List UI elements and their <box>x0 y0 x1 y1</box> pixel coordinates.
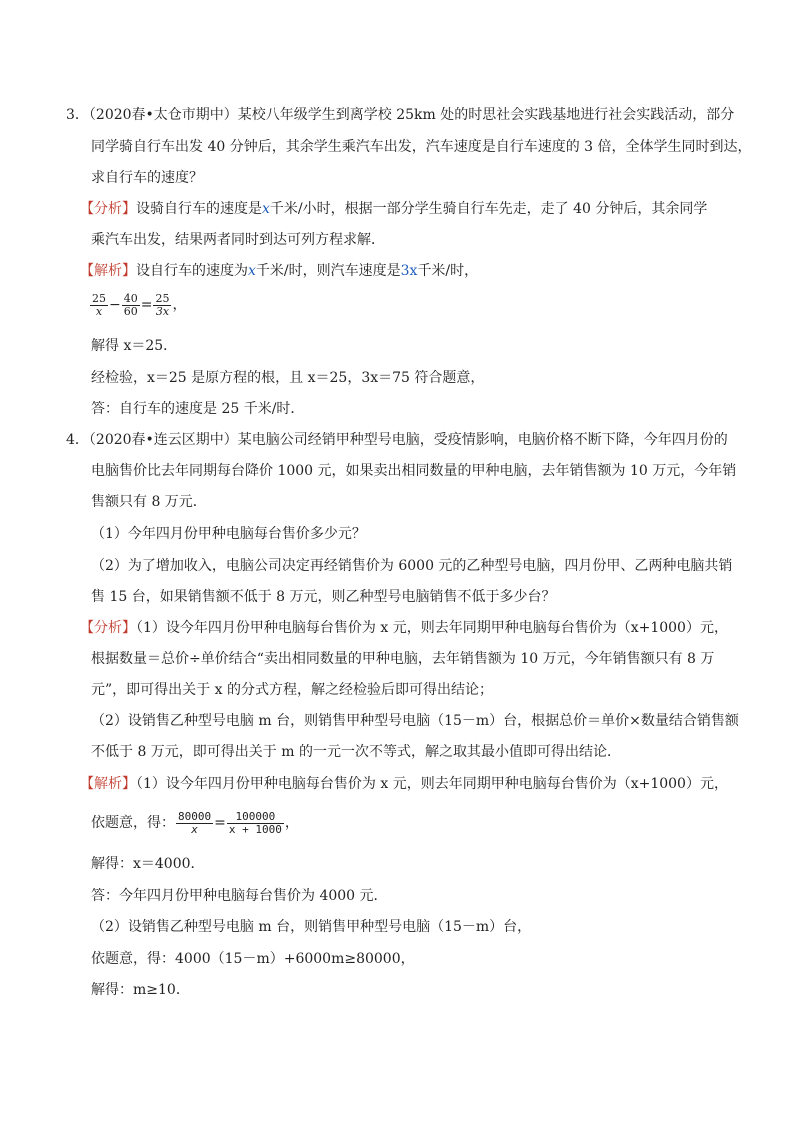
q4-eq-fraction-2 <box>227 811 284 836</box>
q4-solution-text-1: （1）设今年四月份甲种电脑每台售价为 x 元，则去年同期甲种电脑每台售价为（x+1000）元， <box>136 776 728 792</box>
q4-analysis-text-1: （1）设今年四月份甲种电脑每台售价为 x 元，则去年同期甲种电脑每台售价为（x+1000）元， <box>136 620 728 636</box>
q3-solution-line-1 <box>80 261 478 281</box>
q3-solve-line: 解得 x＝25． <box>91 338 178 354</box>
q3-solution-tag: 【解析】 <box>80 263 136 279</box>
q3-eq-f2-num: 40 <box>123 291 138 305</box>
q3-eq-f1-num: 25 <box>92 291 106 305</box>
q3-solution-var-3x: 3x <box>400 263 418 279</box>
q4-eq-tail: ， <box>284 815 299 831</box>
q3-eq-f1-den: x <box>95 304 103 318</box>
q4-solve-line-1: 解得：x＝4000． <box>91 856 205 872</box>
q4-analysis-line-3: 元”，即可得出关于 x 的分式方程，解之经检验后即可得出结论； <box>91 682 493 698</box>
q3-eq-minus: − <box>109 297 121 313</box>
q3-eq-f2-den: 60 <box>123 304 138 318</box>
q3-analysis-line-2: 乘汽车出发，结果两者同时到达可列方程求解． <box>91 232 385 248</box>
q4-eq-equals: = <box>214 815 226 831</box>
q3-analysis-tag: 【分析】 <box>80 201 136 217</box>
q4-analysis-line-1 <box>80 618 728 638</box>
q4-eq-fraction-1 <box>176 811 213 836</box>
q3-check-line: 经检验，x＝25 是原方程的根，且 x＝25，3x＝75 符合题意， <box>91 370 485 386</box>
q3-answer-line: 答：自行车的速度是 25 千米/时． <box>91 401 305 417</box>
q4-analysis-line-5: 不低于 8 万元，即可得出关于 m 的一元一次不等式，解之取其最小值即可得出结论． <box>91 744 621 760</box>
q4-eq-f1-den: x <box>191 822 198 836</box>
q3-eq-equals: = <box>140 297 153 313</box>
q4-solution-2-line-2: 依题意，得：4000（15－m）+6000m≥80000， <box>91 951 415 967</box>
q3-stem-line-2: 同学骑自行车出发 40 分钟后，其余学生乘汽车出发，汽车速度是自行车速度的 3 倍，全体学生同时到达， <box>91 139 752 155</box>
q3-eq-f3-den: 3x <box>155 304 170 318</box>
q3-eq-fraction-1 <box>90 293 108 318</box>
q3-equation <box>89 287 186 323</box>
q4-sub-question-2-line-1: （2）为了增加收入，电脑公司决定再经销售价为 6000 元的乙种型号电脑，四月份甲、乙两种电脑共销 <box>91 558 733 574</box>
q4-answer-line-1: 答：今年四月份甲种电脑每台售价为 4000 元． <box>91 888 388 904</box>
q4-stem-line-2: 电脑售价比去年同期每台降价 1000 元，如果卖出相同数量的甲种电脑，去年销售额为 10 万元，今年销 <box>91 463 737 479</box>
q4-analysis-line-2: 根据数量＝总价÷单价结合“卖出相同数量的甲种电脑，去年销售额为 10 万元，今年销售额只有 8 万 <box>91 651 715 667</box>
q4-solution-line-1 <box>80 774 728 794</box>
q4-solution-2-line-3: 解得：m≥10． <box>91 982 190 998</box>
q4-sub-question-1: （1）今年四月份甲种电脑每台售价多少元？ <box>91 526 366 542</box>
q4-sub-question-2-line-2: 售 15 台，如果销售额不低于 8 万元，则乙种型号电脑销售不低于多少台？ <box>91 589 556 605</box>
q4-eq-f2-den: x + 1000 <box>228 822 282 836</box>
q4-eq-prefix: 依题意，得： <box>91 815 175 831</box>
q3-eq-f3-num: 25 <box>155 291 170 305</box>
q4-analysis-line-4: （2）设销售乙种型号电脑 m 台，则销售甲种型号电脑（15－m）台，根据总价＝单价×数量结合销售额 <box>91 713 739 729</box>
q3-solution-text-b: 千米/时，则汽车速度是 <box>255 263 401 279</box>
q4-stem-line-1: 4．（2020春•连云区期中）某电脑公司经销甲种型号电脑，受疫情影响，电脑价格不断下降，今年四月份的 <box>66 432 728 448</box>
q3-eq-tail: ， <box>172 297 187 313</box>
q4-solution-2-line-1: （2）设销售乙种型号电脑 m 台，则销售甲种型号电脑（15－m）台， <box>91 919 532 935</box>
q4-eq-f2-num: 100000 <box>227 811 284 824</box>
q3-eq-fraction-3 <box>153 293 171 318</box>
q3-analysis-text-b: 千米/小时，根据一部分学生骑自行车先走，走了 40 分钟后，其余同学 <box>269 201 708 217</box>
q3-eq-fraction-2 <box>122 293 140 318</box>
q3-solution-text-a: 设自行车的速度为 <box>136 263 248 279</box>
q4-solution-tag: 【解析】 <box>80 776 136 792</box>
q4-equation <box>91 805 299 841</box>
q3-stem-line-1: 3．（2020春•太仓市期中）某校八年级学生到离学校 25km 处的时思社会实践基地进行社会实践活动，部分 <box>66 107 735 123</box>
q4-eq-f1-num: 80000 <box>178 809 212 823</box>
q3-stem-line-3: 求自行车的速度？ <box>91 170 203 186</box>
q3-analysis-var: x <box>262 201 270 217</box>
q3-solution-var-x: x <box>248 263 256 279</box>
q3-analysis-line-1 <box>80 199 707 219</box>
q4-analysis-tag: 【分析】 <box>80 620 136 636</box>
q3-solution-text-c: 千米/时， <box>417 263 479 279</box>
q4-stem-line-3: 售额只有 8 万元． <box>91 494 207 510</box>
q3-analysis-text-a: 设骑自行车的速度是 <box>136 201 262 217</box>
